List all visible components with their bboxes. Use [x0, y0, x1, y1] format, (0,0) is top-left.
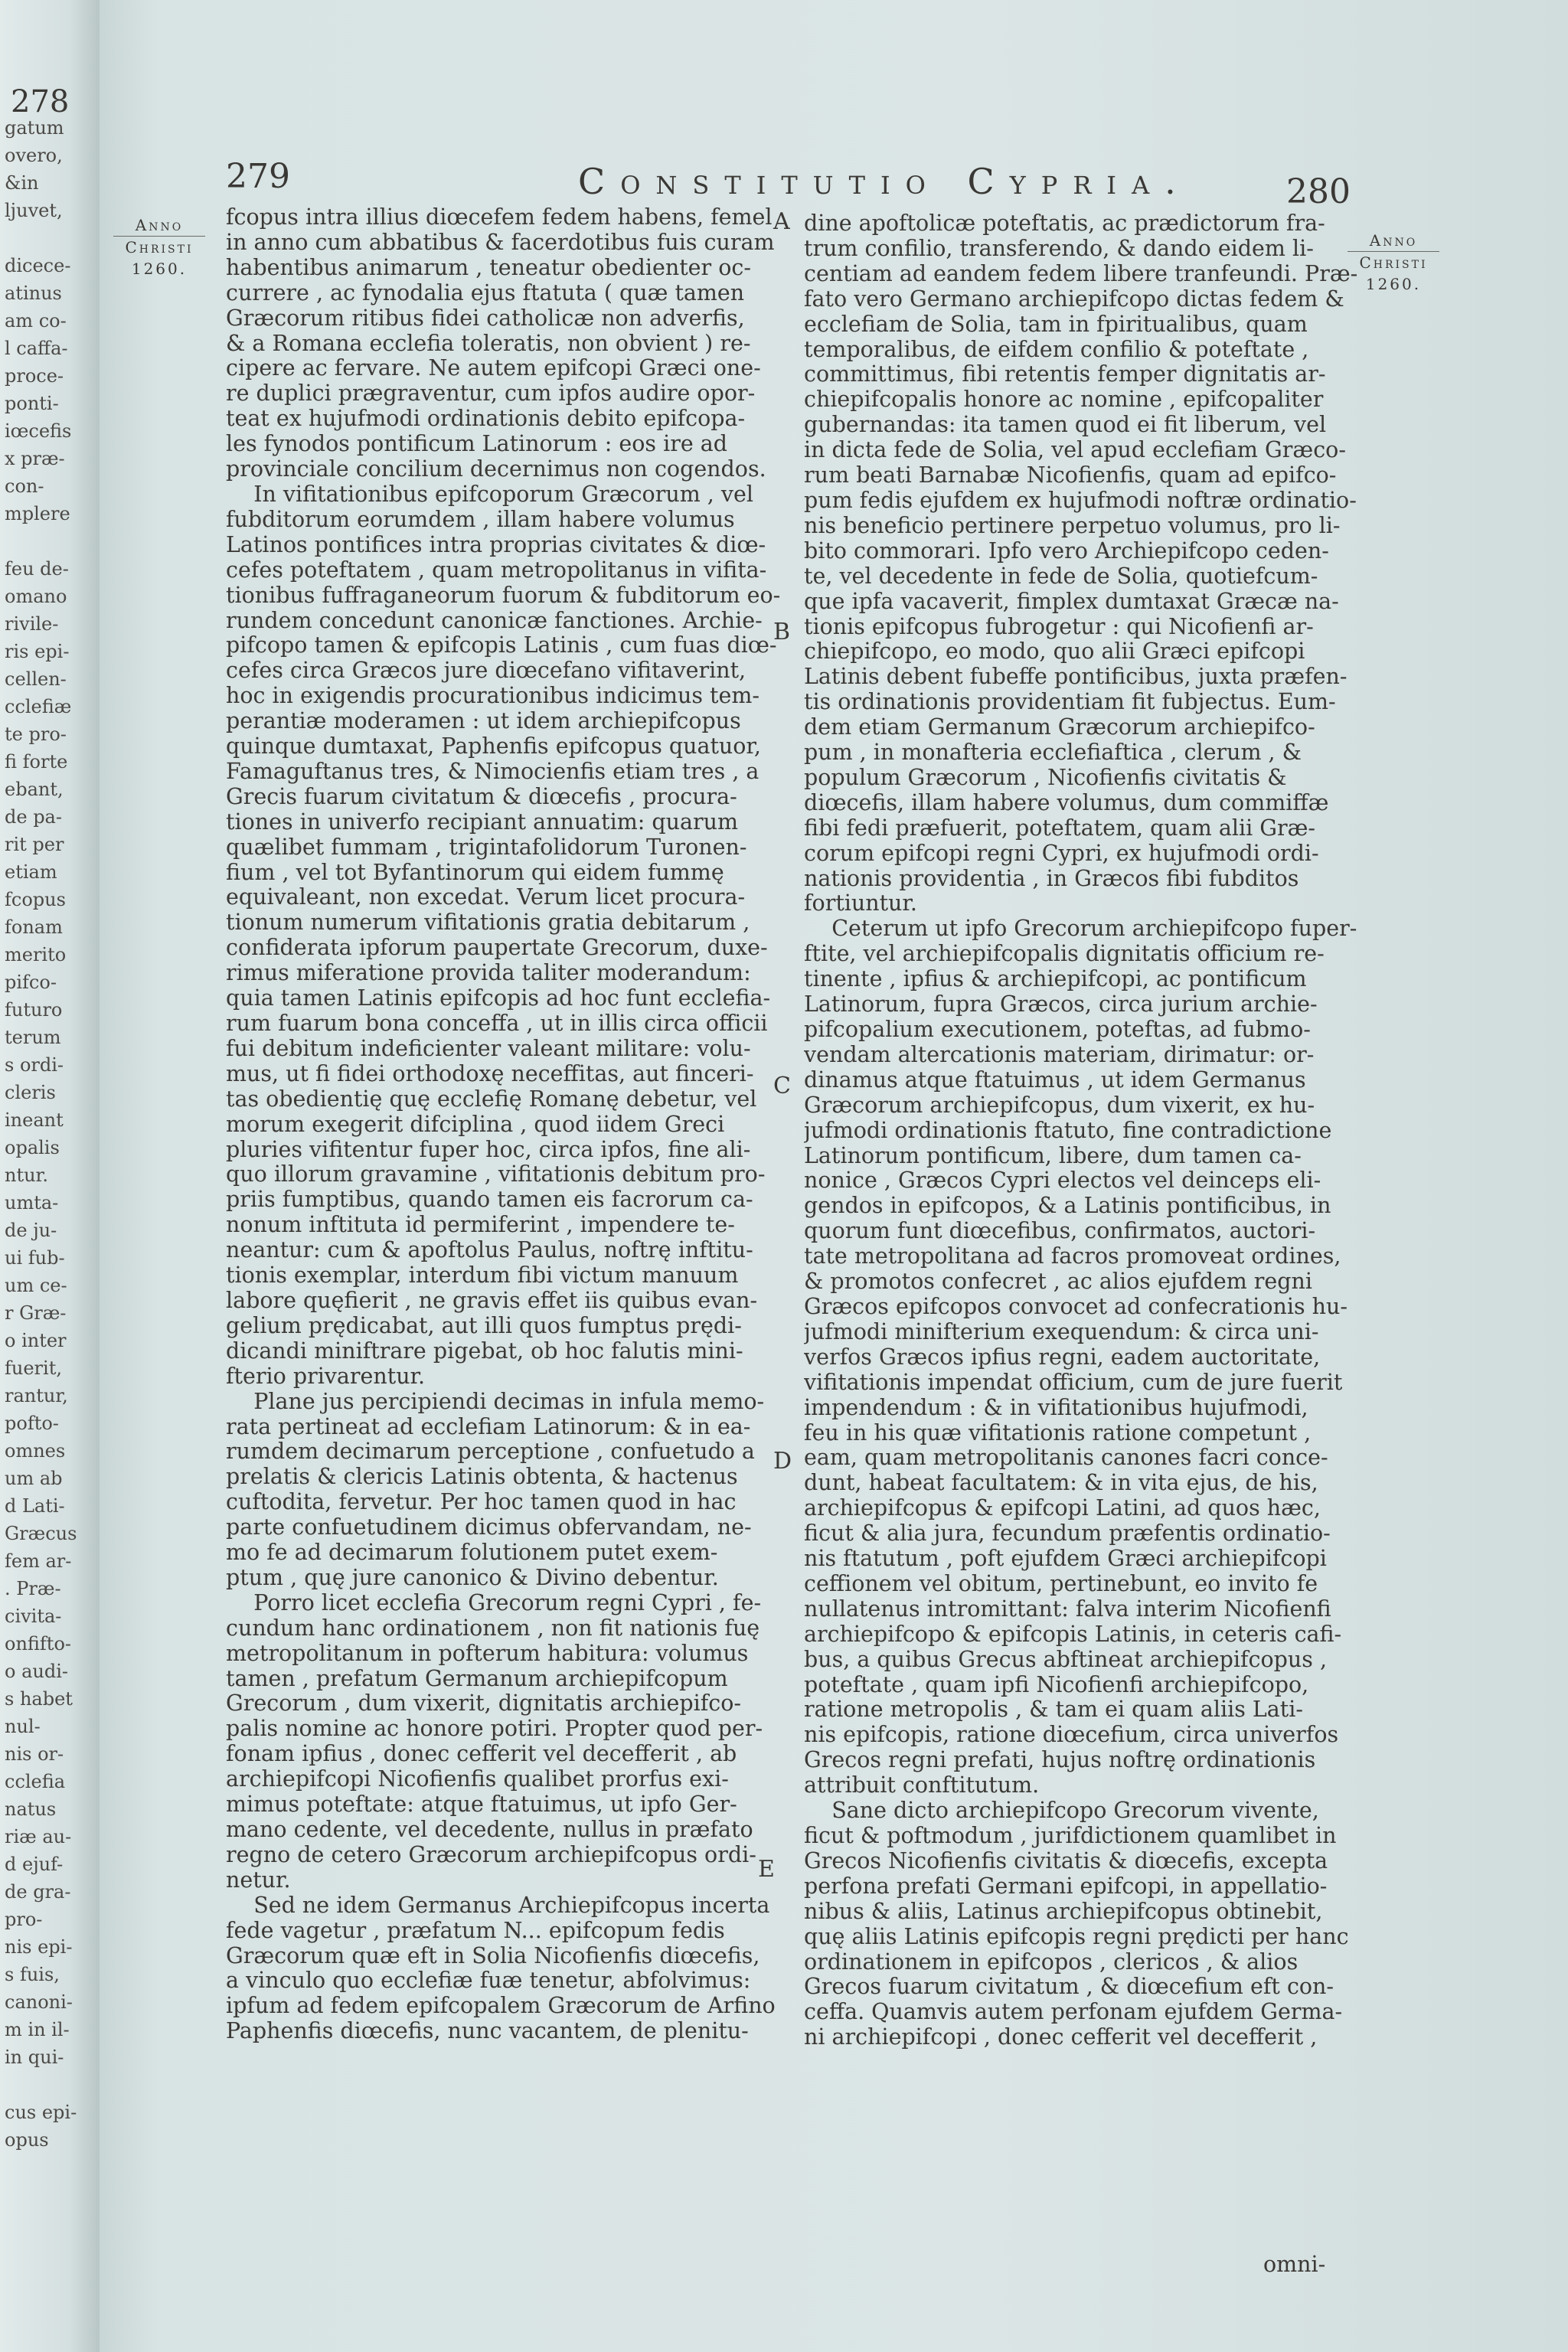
text-line: Paphenfis diœcefis, nunc vacantem, de plenitu-: [226, 2019, 749, 2044]
text-line: fium , vel tot Byfantinorum qui eidem fummę: [226, 860, 724, 885]
text-line: jufmodi minifterium exequendum: & circa uni-: [804, 1319, 1319, 1344]
previous-page-fragment: m in il-: [5, 2019, 70, 2040]
previous-page-fragment: ineant: [5, 1109, 64, 1131]
text-line: Latinis debent fubeffe pontificibus, juxta præfen-: [804, 665, 1348, 690]
text-line: prelatis & clericis Latinis obtenta, & hactenus: [226, 1465, 738, 1490]
previous-page-fragment: te pro-: [5, 724, 67, 745]
text-line: dunt, habeat facultatem: & in vita ejus, de his,: [804, 1471, 1318, 1496]
text-line: Grecos fuarum civitatum , & diœcefium eft con-: [804, 1975, 1334, 2000]
previous-page-fragment: pro-: [5, 1909, 43, 1930]
text-line: perantiæ moderamen : ut idem archiepifcopus: [226, 709, 741, 734]
text-line: quia tamen Latinis epifcopis ad hoc funt ecclefia-: [226, 986, 771, 1011]
text-line: eam, quam metropolitanis canones facri conce-: [804, 1446, 1328, 1471]
previous-page-fragment: con-: [5, 475, 44, 497]
text-line: rimus miferatione provida taliter moderandum:: [226, 961, 751, 986]
section-marker-e: E: [758, 1856, 775, 1883]
section-marker-c: C: [773, 1073, 791, 1099]
previous-page-fragment: civita-: [5, 1606, 62, 1627]
text-line: cuftodita, fervetur. Per hoc tamen quod in hac: [226, 1490, 737, 1515]
text-line: pum fedis ejufdem ex hujufmodi noftræ ordinatio-: [804, 488, 1357, 513]
previous-page-number: 278: [11, 84, 70, 119]
text-line: nis beneficio pertinere perpetuo volumus, pro li-: [804, 513, 1341, 538]
text-line: Græcorum archiepifcopus, dum vixerit, ex hu-: [804, 1093, 1315, 1118]
previous-page-fragment: futuro: [5, 999, 63, 1021]
previous-page-fragment: ui fub-: [5, 1247, 65, 1269]
text-line: in dicta fede de Solia, vel apud ecclefiam Græco-: [804, 438, 1346, 463]
previous-page-fragment: am co-: [5, 310, 67, 332]
text-line: mano cedente, vel decedente, nullus in præfato: [226, 1818, 753, 1842]
previous-page-fragment: proce-: [5, 365, 64, 387]
text-line: tionis epifcopus fubrogetur : qui Nicofienfi ar-: [804, 614, 1314, 639]
text-line: cefes poteftatem , quam metropolitanus in vifita-: [226, 557, 767, 583]
text-line: te, vel decedente in fede de Solia, quotiefcum-: [804, 564, 1318, 589]
text-line: hoc in exigendis procurationibus indicimus tem-: [226, 684, 760, 709]
text-line: impendendum : & in vifitationibus hujufmodi,: [804, 1395, 1308, 1420]
text-line: ptum , quę jure canonico & Divino debentur.: [226, 1565, 719, 1590]
text-line: archiepifcopi Nicofienfis qualibet prorfus exi-: [226, 1767, 729, 1792]
text-line: que ipfa vacaverit, fimplex dumtaxat Græcæ na-: [804, 589, 1339, 614]
text-line: nis ftatutum , poft ejufdem Græci archiepifcopi: [804, 1547, 1327, 1572]
previous-page-fragment: nis epi-: [5, 1936, 73, 1958]
anno-christi-left: [106, 214, 213, 279]
text-line: quo illorum gravamine , vifitationis debitum pro-: [226, 1162, 766, 1187]
text-line: neantur: cum & apoftolus Paulus, noftrę inftitu-: [226, 1238, 753, 1263]
text-line: bus, a quibus Grecus abftineat archiepifcopus ,: [804, 1647, 1328, 1672]
text-line: provinciale concilium decernimus non cogendos.: [226, 457, 766, 482]
previous-page-fragment: omano: [5, 586, 67, 607]
previous-page-fragment: fuerit,: [5, 1357, 62, 1379]
text-line: Latinorum, fupra Græcos, circa jurium archie-: [804, 992, 1318, 1018]
text-line: mus, ut fi fidei orthodoxę neceffitas, aut finceri-: [226, 1061, 754, 1086]
text-line: diœcefis, illam habere volumus, dum commiffæ: [804, 790, 1329, 815]
text-line: morum exegerit difciplina , quod iidem Greci: [226, 1112, 725, 1137]
text-line: ordinationem in epifcopos , clericos , & alios: [804, 1949, 1298, 1975]
previous-page-fragment: cus epi-: [5, 2102, 77, 2123]
right-page-number: 280: [1286, 172, 1351, 211]
left-text-column: [226, 205, 869, 2044]
previous-page-fragment: natus: [5, 1798, 57, 1820]
previous-page-fragment: cleris: [5, 1082, 56, 1103]
anno-label: Anno: [135, 216, 184, 234]
text-line: nis epifcopis, ratione diœcefium, circa univerfos: [804, 1723, 1339, 1748]
text-line: pifcopo tamen & epifcopis Latinis , cum fuas diœ-: [226, 633, 777, 658]
text-line: fonam ipfius , donec cefferit vel decefferit , ab: [226, 1742, 737, 1767]
text-line: dine apoftolicæ poteftatis, ac prædictorum fra-: [804, 211, 1325, 236]
text-line: gendos in epifcopos, & a Latinis pontificibus, in: [804, 1194, 1331, 1219]
text-line: nullatenus intromittant: falva interim Nicofienfi: [804, 1596, 1331, 1622]
text-line: priis fumptibus, quando tamen eis facrorum ca-: [226, 1187, 753, 1213]
previous-page-fragment: fi forte: [5, 751, 68, 773]
previous-page-fragment: nis or-: [5, 1743, 64, 1765]
text-line: Sed ne idem Germanus Archiepifcopus incerta: [226, 1893, 770, 1918]
previous-page-fragment: de pa-: [5, 806, 62, 828]
previous-page-fragment: rit per: [5, 834, 64, 855]
text-line: committimus, fibi retentis femper dignitatis ar-: [804, 362, 1326, 387]
text-line: quælibet fummam , trigintafolidorum Turonen-: [226, 835, 747, 860]
text-line: poteftate , quam ipfi Nicofienfi archiepifcopo,: [804, 1672, 1309, 1697]
anno-label: Anno: [1369, 231, 1418, 250]
text-line: fubditorum eorumdem , illam habere volumus: [226, 507, 735, 532]
text-line: ftite, vel archiepifcopalis dignitatis officium re-: [804, 942, 1325, 967]
text-line: rundem concedunt canonicæ fanctiones. Archie-: [226, 608, 763, 633]
previous-page-fragment: x præ-: [5, 448, 65, 469]
text-line: equivaleant, non excedat. Verum licet procura-: [226, 885, 746, 910]
previous-page-fragment: &in: [5, 172, 39, 194]
previous-page-fragment: omnes: [5, 1440, 66, 1462]
previous-page-fragment: riæ au-: [5, 1826, 72, 1847]
text-line: temporalibus, de eifdem confilio & poteftate ,: [804, 337, 1309, 362]
previous-page-fragment: o audi-: [5, 1661, 68, 1682]
text-line: les fynodos pontificum Latinorum : eos ire ad: [226, 432, 727, 457]
right-text-column: [804, 211, 1432, 2050]
previous-page-fragment: terum: [5, 1027, 61, 1048]
text-line: gubernandas: ita tamen quod ei fit liberum, vel: [804, 413, 1327, 438]
previous-page-edge: [0, 0, 100, 2352]
text-line: netur.: [226, 1867, 291, 1893]
text-line: vifitationis impendat officium, cum de jure fuerit: [804, 1370, 1343, 1395]
previous-page-fragment: mplere: [5, 503, 70, 524]
previous-page-fragment: s ordi-: [5, 1054, 64, 1076]
text-line: populum Græcorum , Nicofienfis civitatis &: [804, 765, 1287, 790]
previous-page-fragment: fonam: [5, 916, 63, 938]
previous-page-fragment: ebant,: [5, 779, 64, 800]
previous-page-fragment: de gra-: [5, 1881, 71, 1903]
running-title: Constitutio Cypria.: [578, 161, 1191, 202]
previous-page-fragment: canoni-: [5, 1991, 73, 2013]
text-line: nationis providentia , in Græcos fibi fubditos: [804, 866, 1299, 891]
text-line: verfos Græcos ipfius regni, eadem auctoritate,: [804, 1344, 1321, 1370]
previous-page-fragment: de ju-: [5, 1220, 57, 1241]
previous-page-fragment: pifco-: [5, 972, 57, 993]
previous-page-fragment: cclefiæ: [5, 696, 72, 717]
text-line: rum beati Barnabæ Nicofienfis, quam ad epifco-: [804, 463, 1337, 488]
text-line: rata pertineat ad ecclefiam Latinorum: & in ea-: [226, 1414, 751, 1439]
previous-page-fragment: ntur.: [5, 1165, 49, 1186]
previous-page-fragment: dicece-: [5, 255, 71, 276]
text-line: nonice , Græcos Cypri electos vel deinceps eli-: [804, 1168, 1321, 1194]
text-line: Famaguftanus tres, & Nimocienfis etiam tres , a: [226, 759, 760, 784]
text-line: habentibus animarum , teneatur obedienter oc-: [226, 255, 751, 280]
text-line: tionibus fuffraganeorum fuorum & fubditorum eo-: [226, 583, 781, 608]
book-page: [100, 0, 1568, 2352]
text-line: pum , in monafteria ecclefiaftica , clerum , &: [804, 740, 1302, 766]
text-line: perfona prefati Germani epifcopi, in appellatio-: [804, 1873, 1328, 1899]
text-line: parte confuetudinem dicimus obfervandam, ne-: [226, 1515, 752, 1540]
text-line: Sane dicto archiepifcopo Grecorum vivente,: [804, 1798, 1319, 1824]
previous-page-fragment: feu de-: [5, 558, 69, 580]
text-line: quorum funt diœcefibus, confirmatos, auctori-: [804, 1219, 1316, 1244]
text-line: chiepifcopo, eo modo, quo alii Græci epifcopi: [804, 639, 1305, 665]
previous-page-fragment: ris epi-: [5, 641, 70, 662]
previous-page-fragment: merito: [5, 944, 67, 965]
previous-page-fragment: gatum: [5, 117, 64, 139]
text-line: tinente , ipfius & archiepifcopi, ac pontificum: [804, 967, 1307, 992]
text-line: ipfum ad fedem epifcopalem Græcorum de Arfino: [226, 1994, 776, 2019]
text-line: fui debitum indeficienter valeant militare: volu-: [226, 1036, 751, 1061]
text-line: Græcorum ritibus fidei catholicæ non adverfis,: [226, 305, 745, 331]
text-line: gelium prędicabat, aut illi quos fumptus prędi-: [226, 1313, 742, 1338]
text-line: corum epifcopi regni Cypri, ex hujufmodi ordi-: [804, 841, 1319, 866]
text-line: Latinorum pontificum, libere, dum tamen ca-: [804, 1143, 1302, 1168]
text-line: confiderata ipforum paupertate Grecorum, duxe-: [226, 936, 768, 961]
text-line: Ceterum ut ipfo Grecorum archiepifcopo fuper-: [804, 916, 1357, 942]
previous-page-fragment: iœcefis: [5, 420, 72, 442]
text-line: jufmodi ordinationis ftatuto, fine contradictione: [804, 1118, 1332, 1143]
text-line: cundum hanc ordinationem , non fit nationis fuę: [226, 1615, 760, 1641]
text-line: ficut & alia jura, fecundum præfentis ordinatio-: [804, 1521, 1331, 1547]
text-line: Grecis fuarum civitatum & diœcefis , procura-: [226, 784, 737, 809]
text-line: Grecorum , dum vixerit, dignitatis archiepifco-: [226, 1691, 742, 1717]
text-line: pifcopalium executionem, poteftas, ad fubmo-: [804, 1018, 1311, 1042]
previous-page-fragment: overo,: [5, 145, 63, 166]
previous-page-fragment: ljuvet,: [5, 200, 63, 221]
previous-page-fragment: d ejuf-: [5, 1854, 64, 1875]
text-line: Latinos pontifices intra proprias civitates & diœ-: [226, 532, 766, 557]
text-line: Græcorum quæ eft in Solia Nicofienfis diœcefis,: [226, 1943, 760, 1968]
text-line: tionis exemplar, interdum fibi victum manuum: [226, 1263, 739, 1289]
text-line: teat ex hujufmodi ordinationis debito epifcopa-: [226, 407, 746, 432]
text-line: pluries vifitentur fuper hoc, circa ipfos, fine ali-: [226, 1137, 751, 1162]
text-line: fede vagetur , præfatum N... epifcopum fedis: [226, 1918, 725, 1943]
text-line: a vinculo quo ecclefiæ fuæ tenetur, abfolvimus:: [226, 1968, 751, 1994]
previous-page-fragment: pofto-: [5, 1413, 59, 1434]
text-line: bito commorari. Ipfo vero Archiepifcopo ceden-: [804, 538, 1329, 564]
text-line: nibus & aliis, Latinus archiepifcopus obtinebit,: [804, 1899, 1323, 1924]
text-line: ecclefiam de Solia, tam in fpiritualibus, quam: [804, 312, 1308, 337]
previous-page-fragment: rantur,: [5, 1385, 68, 1406]
text-line: labore quęfierit , ne gravis effet iis quibus evan-: [226, 1288, 758, 1313]
catchword: omni-: [1263, 2252, 1326, 2277]
text-line: Plane jus percipiendi decimas in infula memo-: [226, 1389, 765, 1414]
christi-label: Christi: [125, 238, 194, 256]
text-line: mimus poteftate: atque ftatuimus, ut ipfo Ger-: [226, 1792, 737, 1818]
previous-page-fragment: s fuis,: [5, 1964, 60, 1985]
text-line: tas obedientię quę ecclefię Romanę debetur, vel: [226, 1086, 757, 1112]
text-line: metropolitanum in pofterum habitura: volumus: [226, 1641, 749, 1666]
text-line: archiepifcopo & epifcopis Latinis, in ceteris cafi-: [804, 1622, 1342, 1647]
text-line: archiepifcopus & epifcopi Latini, ad quos hæc,: [804, 1496, 1321, 1521]
text-line: re duplici prægraventur, cum ipfos audire opor-: [226, 381, 756, 407]
text-line: & promotos confecret , ac alios ejufdem regni: [804, 1269, 1312, 1295]
previous-page-fragment: um ab: [5, 1468, 63, 1489]
previous-page-fragment: cclefia: [5, 1771, 66, 1792]
previous-page-fragment: d Lati-: [5, 1495, 65, 1517]
text-line: mo fe ad decimarum folutionem putet exem-: [226, 1540, 718, 1566]
previous-page-fragment: cellen-: [5, 668, 67, 690]
previous-page-fragment: s habet: [5, 1688, 73, 1710]
text-line: Porro licet ecclefia Grecorum regni Cypri , fe-: [226, 1590, 762, 1615]
text-line: In vifitationibus epifcoporum Græcorum , vel: [226, 482, 753, 507]
section-marker-b: B: [773, 619, 791, 645]
text-line: rum fuarum bona conceffa , ut in illis circa officii: [226, 1011, 768, 1036]
previous-page-fragment: r Græ-: [5, 1302, 67, 1324]
text-line: currere , ac fynodalia ejus ftatuta ( quæ tamen: [226, 280, 745, 305]
year-label: 1260.: [1365, 275, 1422, 293]
text-line: palis nomine ac honore potiri. Propter quod per-: [226, 1717, 763, 1742]
text-line: trum confilio, transferendo, & dando eidem li-: [804, 236, 1314, 261]
text-line: tate metropolitana ad facros promoveat ordines,: [804, 1244, 1341, 1269]
previous-page-fragment: onfifto-: [5, 1633, 71, 1655]
previous-page-fragment: ponti-: [5, 393, 59, 414]
previous-page-fragment: Græcus: [5, 1523, 77, 1544]
text-line: tionum numerum vifitationis gratia debitarum ,: [226, 910, 750, 936]
text-line: dinamus atque ftatuimus , ut idem Germanus: [804, 1067, 1306, 1093]
section-marker-a: A: [773, 208, 790, 235]
text-line: Græcos epifcopos convocet ad confecrationis hu-: [804, 1294, 1348, 1319]
text-line: dem etiam Germanum Græcorum archiepifco-: [804, 715, 1315, 740]
text-line: tis ordinationis providentiam fit fubjectus. Eum-: [804, 690, 1336, 715]
text-line: fato vero Germano archiepifcopo dictas fedem &: [804, 286, 1344, 312]
text-line: fortiuntur.: [804, 891, 917, 916]
previous-page-fragment: o inter: [5, 1330, 67, 1351]
text-line: in anno cum abbatibus & facerdotibus fuis curam: [226, 230, 775, 255]
section-marker-d: D: [773, 1448, 792, 1475]
text-line: dicandi miniftrare pigebat, ob hoc falutis mini-: [226, 1338, 743, 1364]
text-line: vendam altercationis materiam, dirimatur: or-: [804, 1042, 1315, 1067]
text-line: nonum inftituta id permiferint , impendere te-: [226, 1213, 735, 1238]
text-line: tamen , prefatum Germanum archiepifcopum: [226, 1666, 728, 1691]
previous-page-fragment: fcopus: [5, 889, 66, 910]
text-line: attribuit conftitutum.: [804, 1773, 1040, 1798]
text-line: regno de cetero Græcorum archiepifcopus ordi-: [226, 1842, 756, 1867]
previous-page-fragment: atinus: [5, 283, 62, 304]
text-line: Grecos regni prefati, hujus noftrę ordinationis: [804, 1748, 1316, 1773]
text-line: ni archiepifcopi , donec cefferit vel decefferit ,: [804, 2025, 1318, 2050]
left-page-number: 279: [226, 157, 290, 196]
text-line: ficut & poftmodum , jurifdictionem quamlibet in: [804, 1824, 1337, 1848]
previous-page-fragment: in qui-: [5, 2047, 64, 2068]
text-line: & a Romana ecclefia toleratis, non obvient ) re-: [226, 331, 751, 356]
text-line: centiam ad eandem fedem libere tranfeundi. Præ-: [804, 261, 1358, 286]
previous-page-fragment: umta-: [5, 1192, 59, 1214]
text-line: chiepifcopalis honore ac nomine , epifcopaliter: [804, 387, 1324, 413]
text-line: feu in his quæ vifitationis ratione competunt ,: [804, 1420, 1312, 1446]
previous-page-fragment: rivile-: [5, 613, 59, 635]
previous-page-fragment: . Præ-: [5, 1578, 61, 1599]
text-line: quinque dumtaxat, Paphenfis epifcopus quatuor,: [226, 734, 761, 760]
text-line: quę aliis Latinis epifcopis regni prędicti per hanc: [804, 1924, 1349, 1949]
text-line: fcopus intra illius diœcefem fedem habens, femel: [226, 205, 773, 230]
text-line: fterio privarentur.: [226, 1364, 426, 1389]
text-line: cipere ac fervare. Ne autem epifcopi Græci one-: [226, 356, 761, 381]
text-line: ceffionem vel obitum, pertinebunt, eo invito fe: [804, 1571, 1318, 1596]
previous-page-fragment: um ce-: [5, 1275, 67, 1296]
previous-page-fragment: opalis: [5, 1137, 60, 1158]
christi-label: Christi: [1359, 253, 1428, 272]
text-line: rumdem decimarum perceptione , confuetudo a: [226, 1439, 755, 1465]
previous-page-fragment: l caffa-: [5, 338, 68, 359]
year-label: 1260.: [131, 260, 188, 278]
text-line: cefes circa Græcos jure diœcefano vifitaverint,: [226, 658, 746, 684]
previous-page-fragment: etiam: [5, 861, 57, 883]
text-line: tiones in univerfo recipiant annuatim: quarum: [226, 809, 739, 835]
previous-page-fragment: nul-: [5, 1716, 41, 1737]
previous-page-fragment: fem ar-: [5, 1550, 72, 1572]
text-line: fibi fedi præfuerit, poteftatem, quam alii Græ-: [804, 815, 1316, 841]
text-line: ratione metropolis , & tam ei quam aliis Lati-: [804, 1697, 1303, 1723]
text-line: Grecos Nicofienfis civitatis & diœcefis, excepta: [804, 1848, 1328, 1873]
previous-page-fragment: opus: [5, 2129, 49, 2151]
text-line: ceffa. Quamvis autem perfonam ejufdem Germa-: [804, 2000, 1343, 2025]
